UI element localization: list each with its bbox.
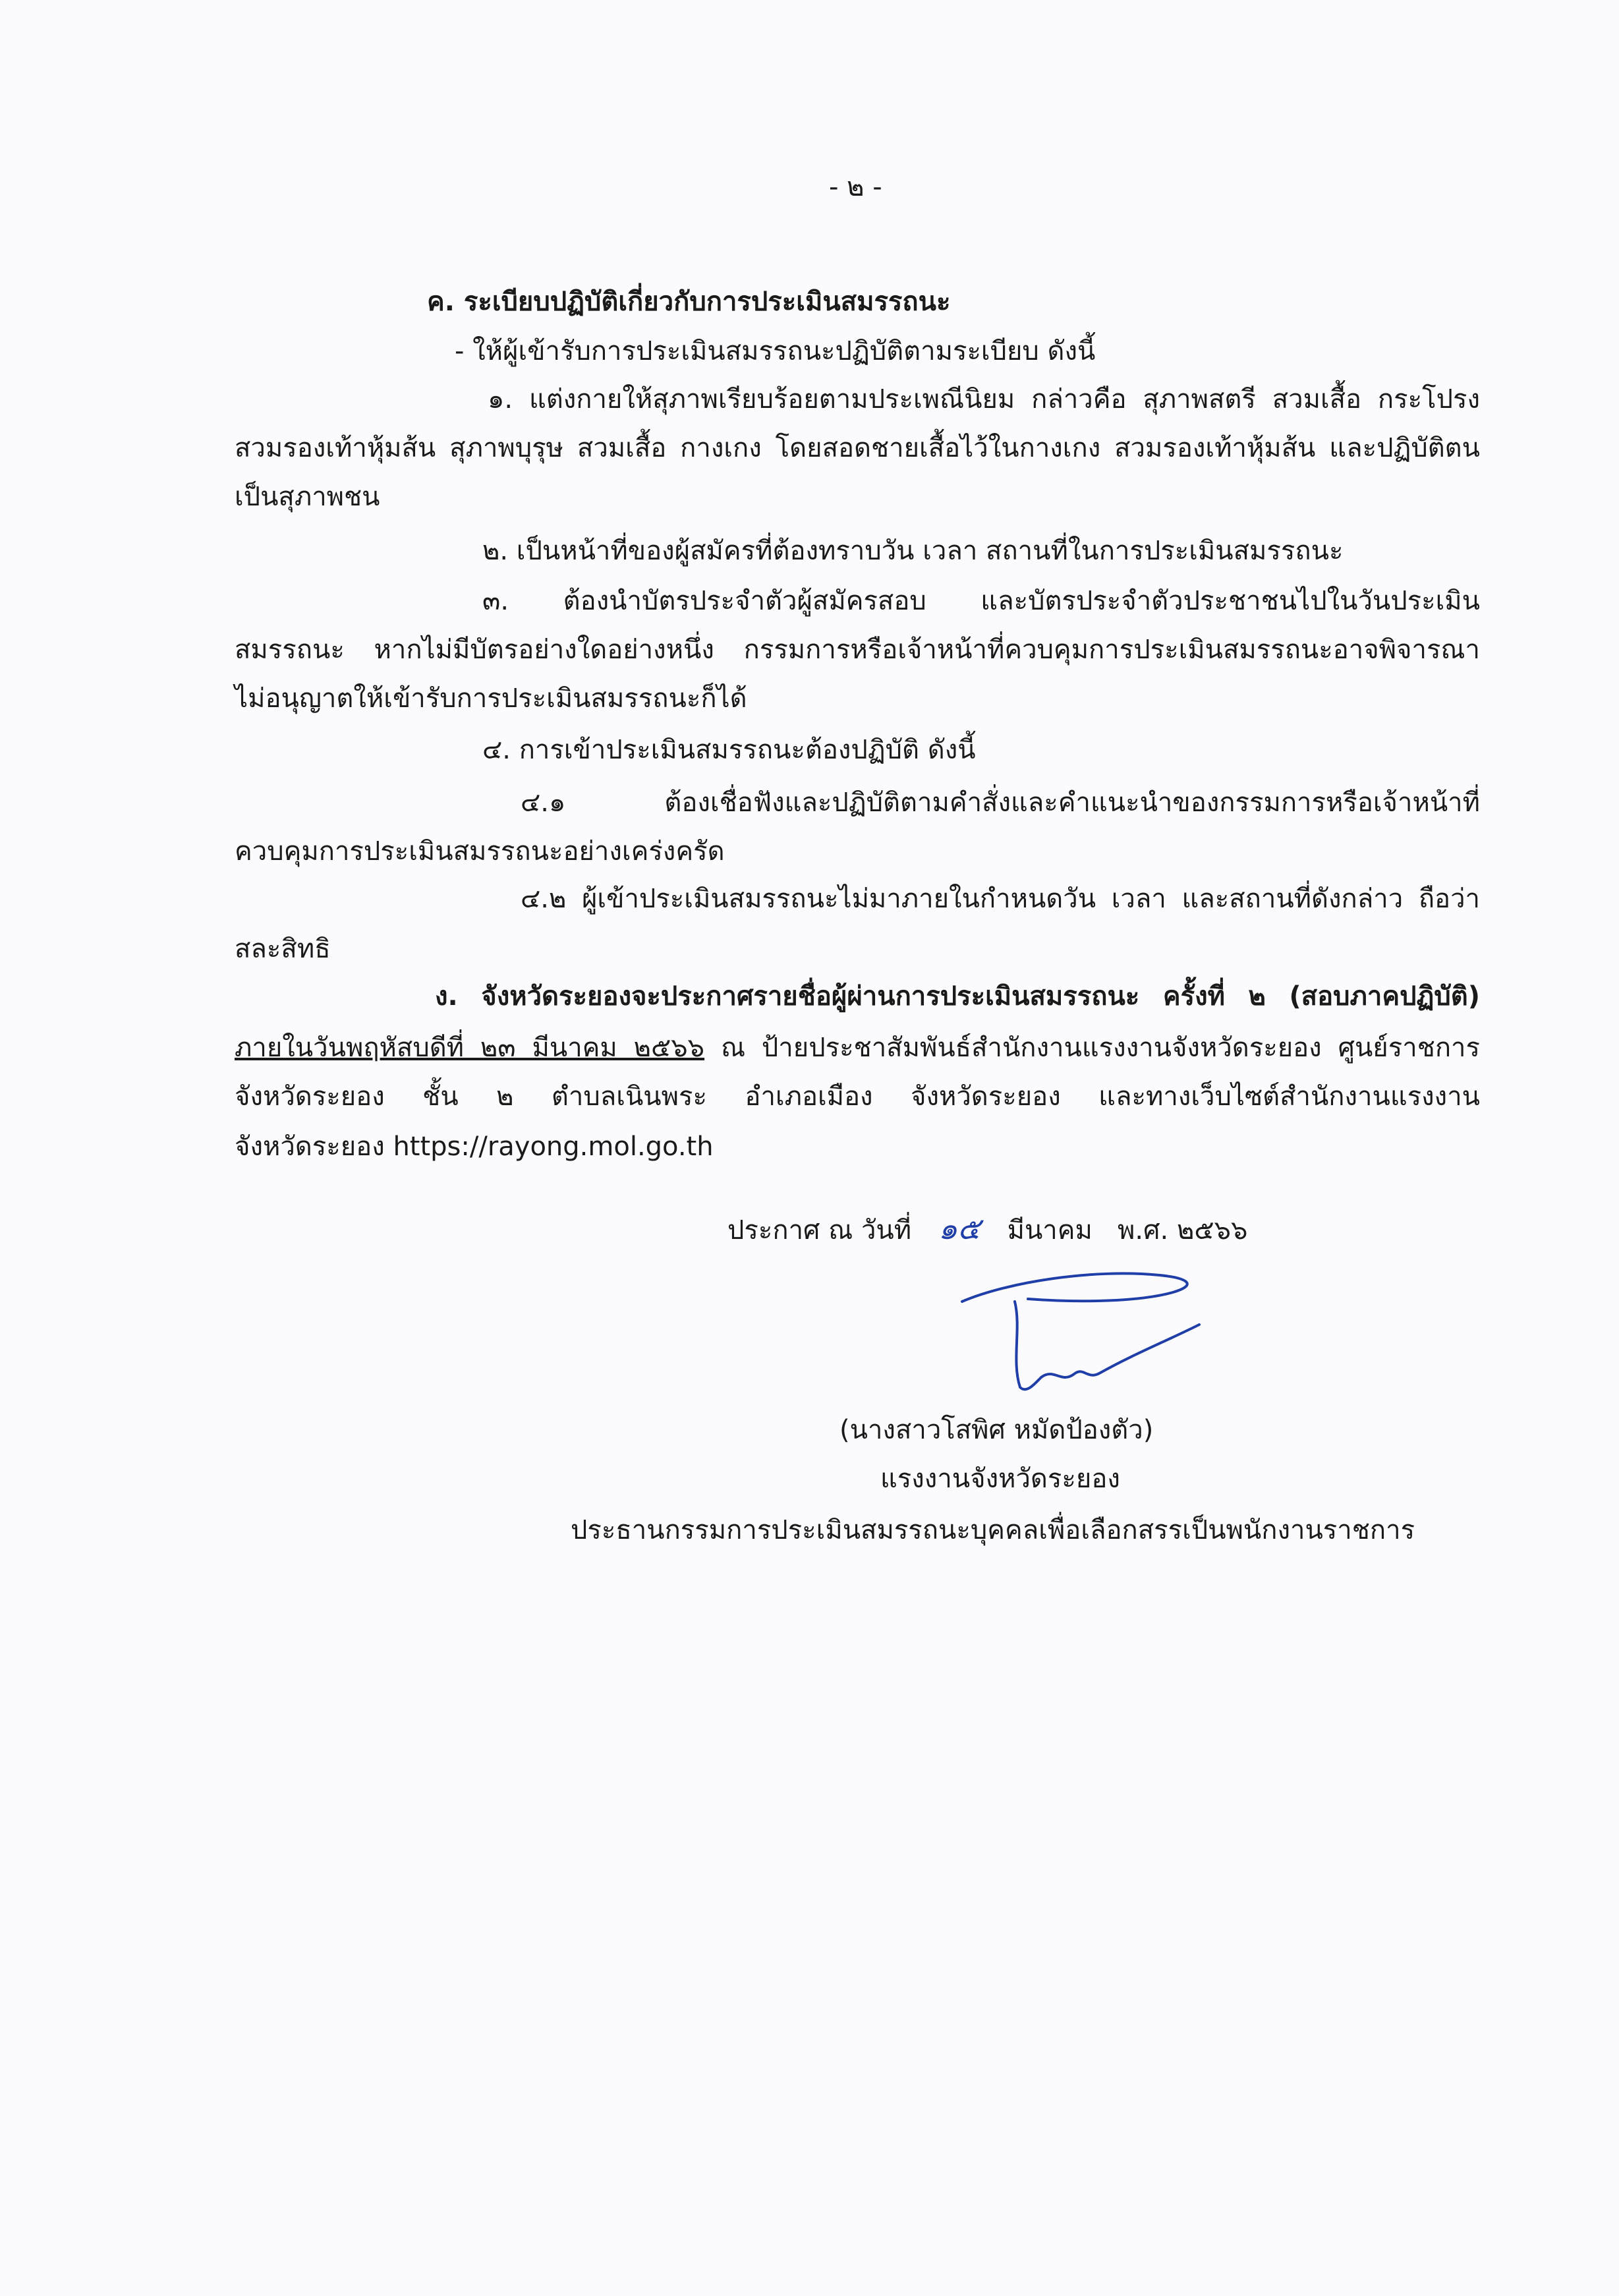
section-d-line1-rest: ณ ป้ายประชาสัมพันธ์สำนักงานแรงงานจังหวัดระยอง ศูนย์ราชการ <box>720 1033 1481 1063</box>
page-number: - ๒ - <box>829 172 882 202</box>
section-d-line1 <box>235 1029 1480 1066</box>
signatory-name: (นางสาวโสพิศ หมัดป้องตัว) <box>839 1415 1154 1445</box>
item1-line1: ๑. แต่งกายให้สุภาพเรียบร้อยตามประเพณีนิยม กล่าวคือ สุภาพสตรี สวมเสื้อ กระโปรง <box>488 384 1480 415</box>
announcement-deadline: ภายในวันพฤหัสบดีที่ ๒๓ มีนาคม ๒๕๖๖ <box>235 1033 705 1063</box>
section-c-heading: ค. ระเบียบปฏิบัติเกี่ยวกับการประเมินสมรรถนะ <box>427 287 951 317</box>
announcement-month: มีนาคม <box>1007 1215 1093 1246</box>
signatory-role: ประธานกรรมการประเมินสมรรถนะบุคคลเพื่อเลือกสรรเป็นพนักงานราชการ <box>571 1515 1415 1545</box>
item3-line2: สมรรถนะ หากไม่มีบัตรอย่างใดอย่างหนึ่ง กรรมการหรือเจ้าหน้าที่ควบคุมการประเมินสมรรถนะอาจพิจารณา <box>235 635 1480 665</box>
item3-line1: ๓. ต้องนำบัตรประจำตัวผู้สมัครสอบ และบัตรประจำตัวประชาชนไปในวันประเมิน <box>482 586 1480 616</box>
item4-2-line2: สละสิทธิ <box>235 934 331 964</box>
item3-line3: ไม่อนุญาตให้เข้ารับการประเมินสมรรถนะก็ได้ <box>235 683 747 714</box>
item4-1-line1: ๔.๑ ต้องเชื่อฟังและปฏิบัติตามคำสั่งและคำแนะนำของกรรมการหรือเจ้าหน้าที่ <box>521 788 1480 818</box>
announcement-date <box>727 1210 1247 1249</box>
item1-line2: สวมรองเท้าหุ้มส้น สุภาพบุรุษ สวมเสื้อ กางเกง โดยสอดชายเสื้อไว้ในกางเกง สวมรองเท้าหุ้มส้น และปฏิบัติตน <box>235 433 1480 463</box>
announcement-day-handwritten: ๑๕ <box>938 1211 980 1246</box>
item4-1-line2: ควบคุมการประเมินสมรรถนะอย่างเคร่งครัด <box>235 836 725 867</box>
item4-title: ๔. การเข้าประเมินสมรรถนะต้องปฏิบัติ ดังนี้ <box>482 735 976 765</box>
section-c-intro: - ให้ผู้เข้ารับการประเมินสมรรถนะปฏิบัติตามระเบียบ ดังนี้ <box>455 336 1096 366</box>
signatory-position: แรงงานจังหวัดระยอง <box>880 1464 1120 1494</box>
announcement-prefix: ประกาศ ณ วันที่ <box>727 1215 912 1246</box>
announcement-year: พ.ศ. ๒๕๖๖ <box>1118 1215 1248 1246</box>
section-d-heading: ง. จังหวัดระยองจะประกาศรายชื่อผู้ผ่านการประเมินสมรรถนะ ครั้งที่ ๒ (สอบภาคปฏิบัติ) <box>435 981 1480 1012</box>
signature-stroke <box>1015 1302 1041 1389</box>
item2: ๒. เป็นหน้าที่ของผู้สมัครที่ต้องทราบวัน เวลา สถานที่ในการประเมินสมรรถนะ <box>482 536 1344 566</box>
section-d-line2: จังหวัดระยอง ชั้น ๒ ตำบลเนินพระ อำเภอเมือง จังหวัดระยอง และทางเว็บไซต์สำนักงานแรงงาน <box>235 1081 1480 1112</box>
section-d-line3: จังหวัดระยอง https://rayong.mol.go.th <box>235 1132 714 1162</box>
item1-line3: เป็นสุภาพชน <box>235 482 380 512</box>
signature-image <box>949 1262 1226 1407</box>
item4-2-line1: ๔.๒ ผู้เข้าประเมินสมรรถนะไม่มาภายในกำหนดวัน เวลา และสถานที่ดังกล่าว ถือว่า <box>521 884 1480 914</box>
signature-stroke <box>962 1273 1187 1302</box>
signature-stroke <box>1041 1325 1199 1377</box>
